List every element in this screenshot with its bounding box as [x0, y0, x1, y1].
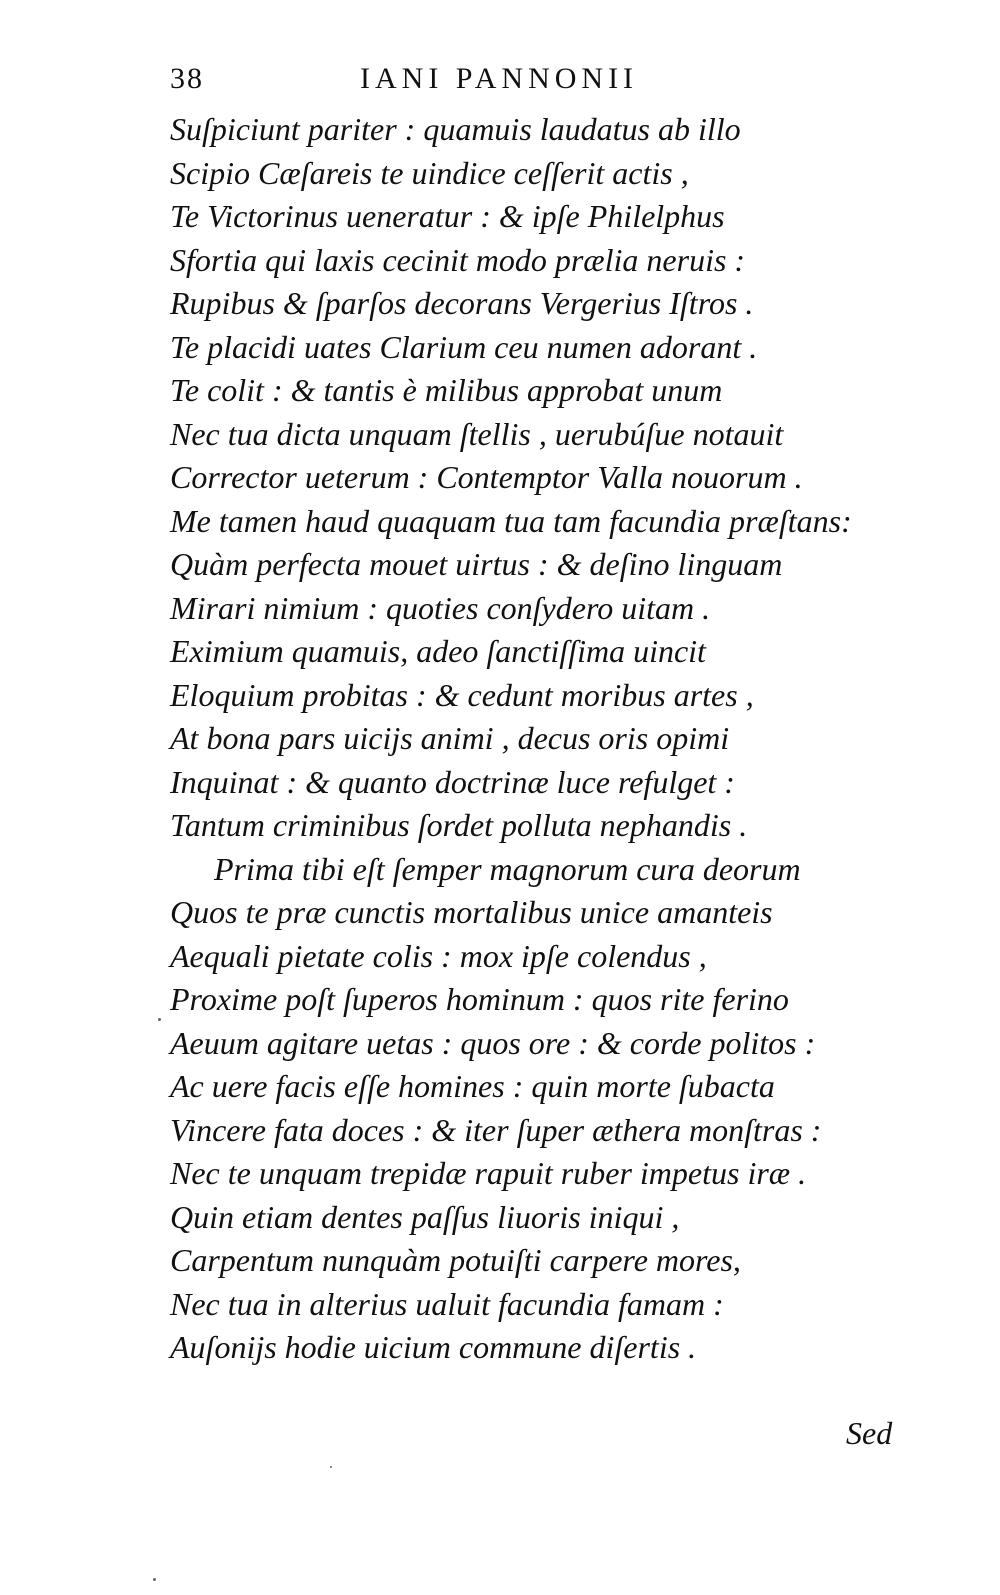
verse-line: Mirari nimium : quoties conſydero uitam .: [170, 589, 711, 626]
running-head: IANI PANNONII: [360, 62, 639, 95]
verse-line: Quàm perfecta mouet uirtus : & deſino linguam: [170, 546, 783, 582]
verse-line: Ac uere facis eſſe homines : quin morte ſubacta: [170, 1068, 775, 1104]
page-number: 38: [170, 62, 204, 95]
ink-speck: [158, 1018, 161, 1021]
verse-line-paragraph-start: Prima tibi eſt ſemper magnorum cura deorum: [214, 850, 801, 887]
verse-block: [170, 108, 930, 1370]
verse-line: Carpentum nunquàm potuiſti carpere mores,: [170, 1242, 741, 1278]
verse-line: Quos te præ cunctis mortalibus unice amanteis: [170, 894, 773, 930]
ink-speck: [330, 1466, 332, 1468]
page-header: [170, 62, 770, 102]
verse-line: Sfortia qui laxis cecinit modo prælia neruis :: [170, 241, 746, 278]
verse-line: Rupibus & ſparſos decorans Vergerius Iſtros .: [170, 285, 754, 321]
verse-line: Quin etiam dentes paſſus liuoris iniqui ,: [170, 1198, 680, 1235]
verse-line: Inquinat : & quanto doctrinæ luce refulget :: [170, 763, 735, 800]
verse-line: Aequali pietate colis : mox ipſe colendus ,: [170, 937, 707, 974]
verse-line: Corrector ueterum : Contemptor Valla nouorum .: [170, 459, 803, 495]
verse-line: At bona pars uicijs animi , decus oris opimi: [170, 720, 730, 756]
verse-line: Te placidi uates Clarium ceu numen adorant .: [170, 328, 758, 365]
verse-line: Eloquium probitas : & cedunt moribus artes ,: [170, 676, 754, 713]
verse-line: Vincere fata doces : & iter ſuper æthera monſtras :: [170, 1111, 822, 1148]
verse-line: Te Victorinus ueneratur : & ipſe Philelphus: [170, 198, 725, 234]
ink-speck: [153, 1578, 156, 1581]
verse-line: Eximium quamuis, adeo ſanctiſſima uincit: [170, 633, 706, 669]
catchword: Sed: [846, 1415, 893, 1451]
verse-line: Suſpiciunt pariter : quamuis laudatus ab illo: [170, 111, 741, 147]
verse-line: Nec tua in alterius ualuit facundia famam :: [170, 1285, 724, 1322]
verse-line: Te colit : & tantis è milibus approbat unum: [170, 372, 723, 408]
verse-line: Scipio Cæſareis te uindice ceſſerit actis ,: [170, 154, 689, 191]
verse-line: Aeuum agitare uetas : quos ore : & corde politos :: [170, 1024, 816, 1061]
verse-line: Tantum criminibus ſordet polluta nephandis .: [170, 807, 748, 843]
verse-line: Nec te unquam trepidæ rapuit ruber impetus iræ .: [170, 1155, 807, 1191]
verse-line: Proxime poſt ſuperos hominum : quos rite ferino: [170, 981, 789, 1017]
verse-line: Me tamen haud quaquam tua tam facundia præſtans:: [170, 502, 852, 539]
verse-line: Auſonijs hodie uicium commune diſertis .: [170, 1329, 697, 1365]
verse-line: Nec tua dicta unquam ſtellis , uerubúſue notauit: [170, 415, 784, 452]
